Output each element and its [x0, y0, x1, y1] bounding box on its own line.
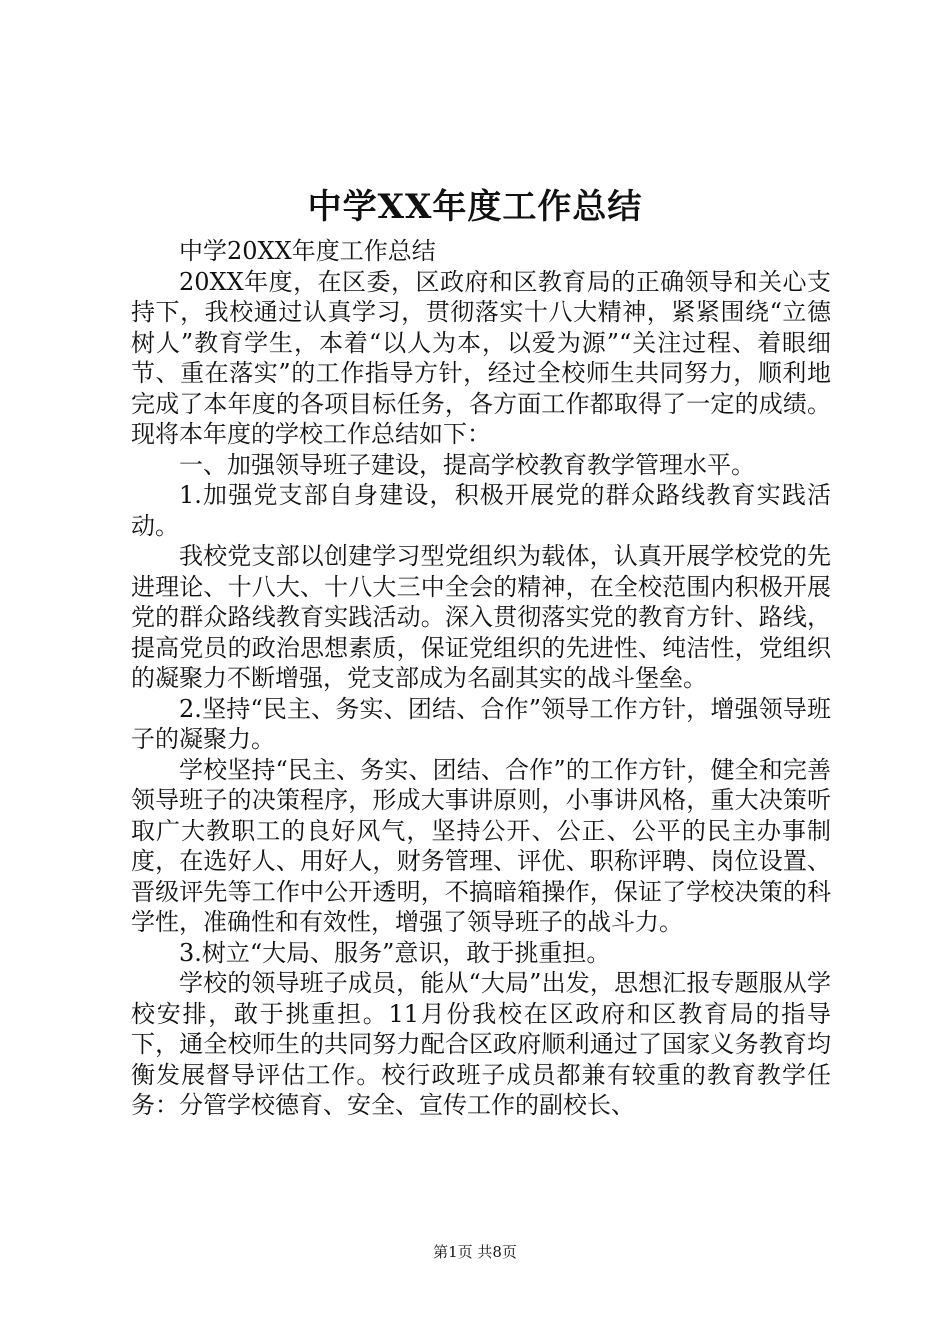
section-heading-1: 一、加强领导班子建设，提高学校教育教学管理水平。	[179, 450, 755, 479]
subsection-heading-1: 1.加强党支部自身建设，积极开展党的群众路线教育实践活动。	[131, 481, 831, 540]
subsection-heading-3: 3.树立“大局、服务”意识，敢于挑重担。	[179, 938, 611, 967]
paragraph-party-branch: 我校党支部以创建学习型党组织为载体，认真开展学校党的先进理论、十八大、十八大三中全会的精神，在全校范围内积极开展党的群众路线教育实践活动。深入贯彻落实党的教育方针、路线，提高党员的政治思想素质，保证党组织的先进性、纯洁性，党组织的凝聚力不断增强，党支部成为名副其实的战斗堡垒。	[131, 542, 831, 692]
page-number-footer: 第1页 共8页	[433, 1243, 517, 1261]
paragraph-intro: 20XX年度，在区委，区政府和区教育局的正确领导和关心支持下，我校通过认真学习，贯彻落实十八大精神，紧紧围绕“立德树人”教育学生，本着“以人为本，以爱为源”“关注过程、着眼细节、重在落实”的工作指导方针，经过全校师生共同努力，顺利地完成了本年度的各项目标任务，各方面工作都取得了一定的成绩。现将本年度的学校工作总结如下：	[131, 267, 831, 448]
document-title: 中学XX年度工作总结	[307, 187, 643, 227]
subsection-heading-2: 2.坚持“民主、务实、团结、合作”领导工作方针，增强领导班子的凝聚力。	[131, 694, 831, 753]
paragraph-leadership-policy: 学校坚持“民主、务实、团结、合作”的工作方针，健全和完善领导班子的决策程序，形成大事讲原则，小事讲风格，重大决策听取广大教职工的良好风气，坚持公开、公正、公平的民主办事制度，在选好人、用好人，财务管理、评优、职称评聘、岗位设置、晋级评先等工作中公开透明，不搞暗箱操作，保证了学校决策的科学性，准确性和有效性，增强了领导班子的战斗力。	[131, 755, 831, 936]
document-body	[131, 236, 831, 1121]
paragraph-subtitle: 中学20XX年度工作总结	[179, 237, 436, 265]
paragraph-leadership-members: 学校的领导班子成员，能从“大局”出发，思想汇报专题服从学校安排，敢于挑重担。11月份我校在区政府和区教育局的指导下，通全校师生的共同努力配合区政府顺利通过了国家义务教育均衡发展督导评估工作。校行政班子成员都兼有较重的教育教学任务：分管学校德育、安全、宣传工作的副校长、	[131, 969, 831, 1119]
